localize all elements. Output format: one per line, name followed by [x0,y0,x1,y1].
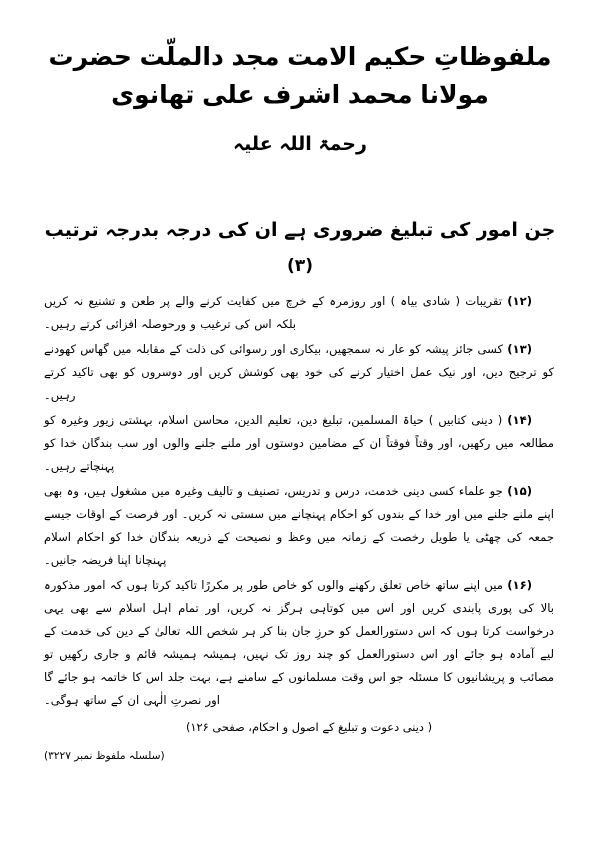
section-number: (۳) [287,256,313,277]
paragraph-16 [44,574,554,712]
serial-note: (سلسلہ ملفوظ نمبر ۳۲۲۷) [44,749,165,762]
paragraph-marker: (۱۵) [507,484,532,499]
document-title: ملفوظاتِ حکیم الامت مجد دالملّت حضرت مولانا محمد اشرف علی تھانوی [48,42,552,109]
paragraph-13 [44,338,554,407]
paragraph-text: کسی جائز پیشہ کو عار نہ سمجھیں، بیکاری اور رسوائی کی ذلت کے مقابلہ میں گھاس کھودنے کو ترجیح دیں، اور نیک عمل اختیار کرنے کی خود بھی کوشش کریں اور دوسروں کو بھی تاکید کرتے رہیں۔ [44,342,554,403]
body-text-area [0,290,600,735]
title-block [0,0,600,158]
paragraph-15 [44,480,554,572]
serial-note-row [0,749,600,764]
paragraph-marker: (۱۳) [507,342,533,357]
paragraph-marker: (۱۶) [507,577,533,592]
paragraph-marker: (۱۲) [507,294,532,309]
paragraph-text: تقریبات ( شادی بیاہ ) اور روزمرہ کے خرچ میں کفایت کرنے والے پر طعن و تشنیع نہ کریں بلکہ اس کی ترغیب و ورحوصلہ افزائی کرتے رہیں۔ [44,294,502,332]
paragraph-text: جو علماء کسی دینی خدمت، درس و تدریس، تصنیف و تالیف وغیرہ میں مشغول ہیں، وہ بھی اپنے ملنے جلنے میں اور خدا کے بندوں کو احکام پہنچانے میں سستی نہ کریں۔ اور فرصت کے اوقات جیسے جمعہ کی چھٹی یا طویل رخصت کے زمانہ میں وعظ و نصیحت کے ذریعہ بندگان خدا کو احکام اسلام پہنچانا اپنا فریضہ جانیں۔ [44,484,554,567]
paragraph-text: میں اپنے ساتھ خاص تعلق رکھنے والوں کو خاص طور پر مکررًا تاکید کرتا ہوں کہ امور مذکورہ بالا کی پوری پابندی کریں اور اس میں کوتاہی ہرگز نہ کریں، اور تمام اہل اسلام سے بھی یہی درخواست کرتا ہوں کہ اس دستورالعمل کو حرزِ جان بنا کر ہر شخص اللہ تعالیٰ کے دین کی خدمت کے لیے آمادہ ہو جائے اور اس دستورالعمل کو چند روز تک نہیں، ہمیشہ ہمیشہ قائم و جاری رکھیں تو مصائب و پریشانیوں کا مسئلہ جو اس وقت مسلمانوں کے سامنے ہے، بہت جلد اس کا خاتمہ ہو جائے گا اور نصرتِ الٰہی ان کے ساتھ ہوگی۔ [44,577,554,707]
paragraph-14 [44,409,554,478]
paragraph-text: ( دینی کتابیں ) حیاۃ المسلمین، تبلیغ دین، تعلیم الدین، محاسن اسلام، بہشتی زیور وغیرہ کو مطالعہ میں رکھیں، اور وقتاً فوقتاً ان کے مضامین دوستوں اور ملنے جلنے والوں اور سب بندگان خدا کو پہنچاتے رہیں۔ [44,413,554,474]
source-citation: ( دینی دعوت و تبلیغ کے اصول و احکام، صفحی ۱۲۶) [185,719,433,734]
paragraph-12 [44,290,554,336]
section-heading: جن امور کی تبلیغ ضروری ہے ان کی درجہ بدرجہ ترتیب [44,218,556,241]
paragraph-marker: (۱۴) [507,413,532,428]
document-subtitle: رحمۃ اللہ علیہ [233,133,367,155]
